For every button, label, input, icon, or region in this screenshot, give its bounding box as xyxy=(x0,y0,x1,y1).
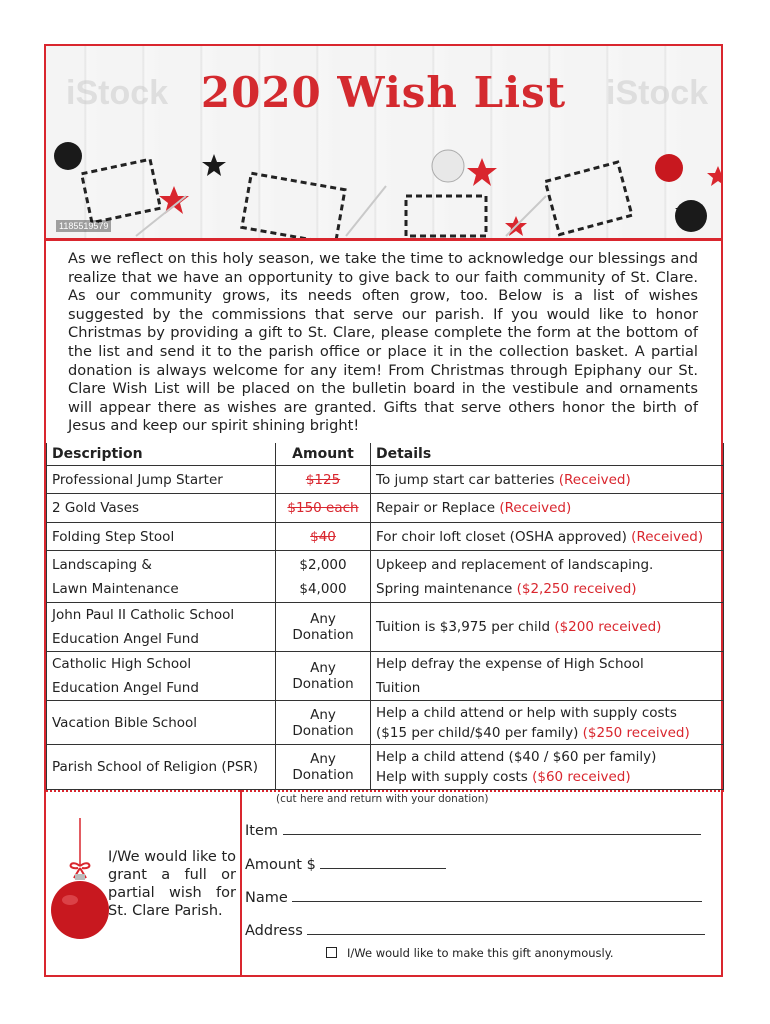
name-row xyxy=(245,887,702,906)
amount-line: $4,000 xyxy=(299,580,347,597)
white-ornament-icon xyxy=(432,150,464,182)
received-status: ($250 received) xyxy=(582,724,690,741)
row-description xyxy=(47,745,276,790)
name-field[interactable] xyxy=(292,887,702,902)
address-field[interactable] xyxy=(307,920,705,935)
details-line xyxy=(376,468,718,492)
form-divider xyxy=(240,790,242,977)
black-ornament-icon xyxy=(54,142,82,170)
details-text: Repair or Replace xyxy=(376,500,500,516)
amount-line: Any xyxy=(310,611,336,627)
row-description xyxy=(47,603,276,652)
amount-label: Amount $ xyxy=(245,857,316,873)
watermark: iStock xyxy=(606,74,709,112)
row-details xyxy=(371,551,724,603)
details-text: Tuition is $3,975 per child xyxy=(376,619,555,635)
stock-id: 1185519579 xyxy=(56,220,111,232)
row-details xyxy=(371,652,724,701)
col-description: Description xyxy=(47,443,276,466)
row-description xyxy=(47,523,276,551)
amount-line: Any xyxy=(310,706,336,723)
received-status: ($2,250 received) xyxy=(516,580,637,597)
description-line: Education Angel Fund xyxy=(52,680,199,696)
anonymous-row xyxy=(326,946,614,960)
plaid-bow-icon xyxy=(545,162,632,235)
pine-branch-icon xyxy=(346,186,386,236)
details-line xyxy=(376,553,718,577)
table-header-row xyxy=(47,443,724,466)
row-amount xyxy=(276,745,371,790)
details-line xyxy=(376,615,718,639)
row-details xyxy=(371,523,724,551)
anonymous-label: I/We would like to make this gift anonymously. xyxy=(347,946,614,960)
details-line xyxy=(376,747,718,767)
banner-divider xyxy=(46,238,721,241)
table-row xyxy=(47,652,724,701)
details-text: Help defray the expense of High School xyxy=(376,656,644,672)
details-line xyxy=(376,496,718,520)
row-amount xyxy=(276,603,371,652)
row-details xyxy=(371,494,724,523)
details-text: Upkeep and replacement of landscaping. xyxy=(376,556,654,573)
plaid-bow-icon xyxy=(82,159,161,222)
red-star-icon xyxy=(467,158,497,186)
description-line: Education Angel Fund xyxy=(52,631,199,647)
item-row xyxy=(245,820,701,839)
table-row xyxy=(47,701,724,745)
table-row xyxy=(47,466,724,494)
table-row xyxy=(47,523,724,551)
row-description xyxy=(47,551,276,603)
amount-line: Donation xyxy=(292,767,354,783)
amount-line: $40 xyxy=(310,528,336,545)
amount-line: Donation xyxy=(292,676,354,692)
plaid-bow-icon xyxy=(242,173,345,240)
details-text: Spring maintenance xyxy=(376,580,517,597)
row-details xyxy=(371,466,724,494)
red-star-icon xyxy=(159,186,189,214)
amount-line: $2,000 xyxy=(299,556,347,573)
description-line: Parish School of Religion (PSR) xyxy=(52,759,259,775)
details-text: Help a child attend ($40 / $60 per family) xyxy=(376,749,657,765)
amount-row xyxy=(245,854,446,873)
anonymous-checkbox[interactable] xyxy=(326,947,337,958)
row-details xyxy=(371,745,724,790)
details-line xyxy=(376,703,718,723)
description-line: Landscaping & xyxy=(52,556,152,573)
amount-line: $150 each xyxy=(287,500,359,516)
address-row xyxy=(245,920,705,939)
holiday-banner xyxy=(46,46,721,240)
amount-line: Any xyxy=(310,751,336,767)
description-line: Folding Step Stool xyxy=(52,528,175,545)
description-line: John Paul II Catholic School xyxy=(52,607,235,623)
black-star-icon xyxy=(202,154,226,176)
description-line: Vacation Bible School xyxy=(52,714,198,731)
description-line: 2 Gold Vases xyxy=(52,500,140,516)
row-amount xyxy=(276,466,371,494)
amount-line: Donation xyxy=(292,627,354,643)
table-row xyxy=(47,603,724,652)
address-label: Address xyxy=(245,923,303,939)
watermark: iStock xyxy=(66,74,169,112)
item-label: Item xyxy=(245,823,279,839)
details-text: Help with supply costs xyxy=(376,769,533,785)
details-line xyxy=(376,676,718,700)
red-star-icon xyxy=(707,166,721,186)
red-ornament-icon xyxy=(655,154,683,182)
row-description xyxy=(47,494,276,523)
amount-line: $125 xyxy=(305,471,341,488)
description-line: Professional Jump Starter xyxy=(52,471,223,488)
row-amount xyxy=(276,652,371,701)
received-status: (Received) xyxy=(499,500,572,516)
pine-branch-icon xyxy=(506,196,546,236)
row-description xyxy=(47,652,276,701)
description-line: Lawn Maintenance xyxy=(52,580,179,597)
cut-line xyxy=(46,790,724,792)
received-status: (Received) xyxy=(631,528,704,545)
col-details: Details xyxy=(371,443,724,466)
item-field[interactable] xyxy=(283,820,701,835)
amount-line: Donation xyxy=(292,722,354,739)
row-amount xyxy=(276,494,371,523)
col-amount: Amount xyxy=(276,443,371,466)
received-status: (Received) xyxy=(558,471,631,488)
details-line xyxy=(376,767,718,787)
row-amount xyxy=(276,523,371,551)
row-amount xyxy=(276,551,371,603)
details-text: ($15 per child/$40 per family) xyxy=(376,724,583,741)
row-details xyxy=(371,603,724,652)
intro-paragraph: As we reflect on this holy season, we take the time to acknowledge our blessings and realize that we have an opportunity to give back to our faith community of St. Clare. As our community grows, its needs often grow, too. Below is a list of wishes suggested by the commissions that serve our parish. If you would like to honor Christmas by providing a gift to St. Clare, please complete the form at the bottom of the list and send it to the parish office or place it in the collection basket. A partial donation is always welcome for any item! From Christmas through Epiphany our St. Clare Wish List will be placed on the bulletin board in the vestibule and ornaments will appear there as wishes are granted. Gifts that serve others honor the birth of Jesus and keep our spirit shining bright! xyxy=(68,250,698,435)
table-row xyxy=(47,551,724,603)
cut-note: (cut here and return with your donation) xyxy=(276,793,489,805)
page-title: 2020 Wish List xyxy=(200,68,567,117)
details-line xyxy=(376,723,718,743)
plaid-bow-icon xyxy=(406,196,486,236)
details-text: To jump start car batteries xyxy=(376,471,559,488)
pine-branch-icon xyxy=(136,196,186,236)
details-text: Tuition xyxy=(376,680,421,696)
row-description xyxy=(47,701,276,745)
table-row xyxy=(47,745,724,790)
row-description xyxy=(47,466,276,494)
details-text: Help a child attend or help with supply costs xyxy=(376,704,677,721)
description-line: Catholic High School xyxy=(52,656,192,672)
row-amount xyxy=(276,701,371,745)
details-line xyxy=(376,652,718,676)
details-line xyxy=(376,525,718,549)
received-status: ($200 received) xyxy=(554,619,662,635)
wish-list-table xyxy=(46,443,724,790)
amount-line: Any xyxy=(310,660,336,676)
amount-field[interactable] xyxy=(320,854,446,869)
details-line xyxy=(376,577,718,601)
details-text: For choir loft closet (OSHA approved) xyxy=(376,528,632,545)
table-row xyxy=(47,494,724,523)
received-status: ($60 received) xyxy=(532,769,631,785)
grant-statement: I/We would like to grant a full or partial wish for St. Clare Parish. xyxy=(108,849,236,919)
row-details xyxy=(371,701,724,745)
red-ornament-icon xyxy=(50,818,110,948)
name-label: Name xyxy=(245,890,288,906)
